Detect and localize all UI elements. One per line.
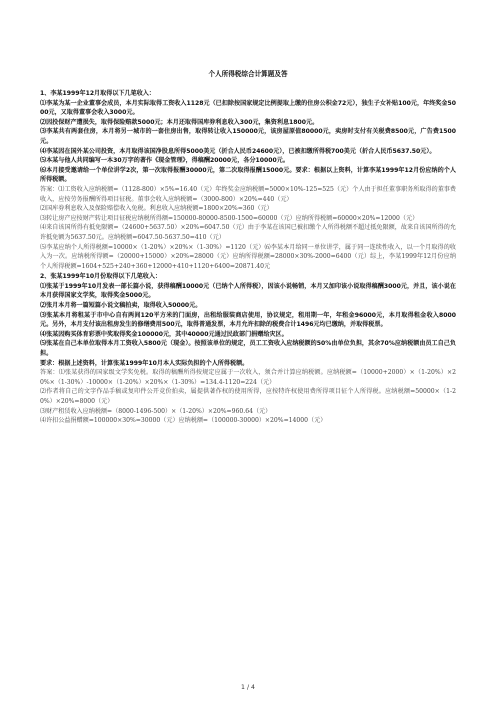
answer-paragraph: ⑷来自该国所得有抵免限额=（24600+5637.50）×20%=6047.50（元）由于李某在该国已被扣缴个人所得税额不超过抵免限额，故来自该国所得的允许抵免额为5637.50元。应纳税额=6047.50-5637.50=410（元） <box>40 224 456 241</box>
question-paragraph: ⑴张某于1999年10月发表一部长篇小说，获得稿酬10000元（已纳个人所得税），因该小说畅销，本月又加印该小说取得稿酬3000元，并且，该小说在本月获得国家文学奖，取得奖金5000元。 <box>40 282 456 300</box>
document-title: 个人所得税综合计算题及答 <box>208 70 288 78</box>
question-paragraph: ⑶李某共有两套住房，本月将另一城市的一套住房出售，取得转让收入150000元，该房屋原值80000元，卖房时支付有关税费8500元，广告费1500元。 <box>40 128 456 145</box>
question-paragraph: ⑵张月本月将一篇短篇小说文稿拍卖，取得收入50000元。 <box>40 302 202 310</box>
answer-paragraph: 答案：⑴工资收入应纳税额=（1128-800）×5%=16.40（元）年终奖金应纳税额=5000×10%-125=525（元）个人由于担任董事职务所取得的董事费收入，应按劳务报酬所得项目征税。董事会收入应纳税额=（3000-800）×20%=440（元） <box>40 185 456 203</box>
question-paragraph: 要求：根据上述资料，计算张某1999年10月本人实际负担的个人所得税额。 <box>40 359 249 367</box>
document-body <box>40 89 456 426</box>
question-paragraph: ⑸张某在自己本单位取得本月工资收入5800元（现金）。按照该单位的规定，员工工资收入应纳税额的50%由单位负担，其余70%应纳税额由员工自己负担。 <box>40 340 456 358</box>
answer-paragraph: ⑵国库券利息收入及保险赔偿收入免税。利息收入应纳税额=1800×20%=360（元） <box>40 205 273 213</box>
section-heading: 1、李某1999年12月取得以下几笔收入： <box>40 90 155 97</box>
question-paragraph: ⑶张某本月将租某于市中心自有两间120平方米的门面房，出租给服装商店使用，协议规定，租用期一年，年租金96000元，本月取得租金收入8000元。另外，本月支付该出租房发生的修缮费用500元，取得普通发票，本月允许扣除的税费合计1496元均已缴纳，并取得税票。 <box>40 311 456 329</box>
answer-paragraph: 答案：⑴张某获得的国家级文学奖免税。取得的稿酬所得按规定应属于一次收入，须合并计算应纳税额。应纳税额=（10000+2000）×（1-20%）×20%×（1-30%）-10000×（1-20%）×20%×（1-30%）=134.4-1120=224（元） <box>40 369 456 386</box>
answer-paragraph: ⑵作者将自己的文字作品手稿或复印件公开竞价拍卖，属提供著作权的使用所得，应按特许权使用费所得项目征个人所得税。应纳税额=50000×（1-20%）×20%=8000（元） <box>40 388 456 405</box>
answer-paragraph: ⑶转让房产应按财产转让项目征税应纳税所得额=150000-80000-8500-1500=60000（元）应纳所得税额=60000×20%=12000（元） <box>40 214 419 222</box>
question-paragraph: ⑸本某与他人共同编写一本30万字的著作《现金管理》，得稿酬20000元，各分10000元。 <box>40 157 289 165</box>
question-paragraph: ⑷李某因在国外某公司投资，本月取得该国净股息所得5000美元（折合人民币24600元），已被扣缴所得税700美元（折合人民币5637.50元）。 <box>40 147 436 155</box>
section-heading: 2、张某1999年10月份取得以下几笔收入： <box>40 273 162 281</box>
answer-paragraph: ⑷许扣公益捐赠额=100000×30%=30000（元）应纳税额=（100000-30000）×20%=14000（元） <box>40 417 327 425</box>
question-paragraph: ⑹本月接受邀请给一个单位讲学2次，第一次取得报酬30000元，第二次取得报酬15000元。要求：根据以上资料，计算李某1999年12月份应纳的个人所得税额。 <box>40 166 456 184</box>
question-paragraph: ⑵因投保财产遭损失，取得保险赔款5000元；本月还取得国库券利息收入300元，集资利息1800元。 <box>40 118 319 126</box>
page-indicator: 1 / 4 <box>241 684 255 691</box>
question-paragraph: ⑷张某因购买体育彩票中奖取得奖金100000元，其中40000元通过民政部门捐赠给灾区。 <box>40 330 288 338</box>
answer-paragraph: ⑸李某应纳个人所得税额=10000×（1-20%）×20%×（1-30%）=1120（元）⑹李某本月给同一单位讲学，属于同一连续性收入，以一个月取得的收入为一次。应纳税所得额=（20000+15000）×20%=28000（元）应纳所得税额=28000×30%-2000=6400（元）综上，李某1999年12月份应纳个人所得税额=1604+525+240+360+12000+410+1120+6400=20871.40元 <box>40 243 456 270</box>
answer-paragraph: ⑶财产租赁收入应纳税额=（8000-1496-500）×（1-20%）×20%=960.64（元） <box>40 407 272 415</box>
question-paragraph: ⑴李某为某一企业董事会成员，本月实际取得工资收入1128元（已扣除按国家规定比例提取上缴的住房公积金72元），独生子女补贴100元，年终奖金5000元，又取得董事会收入3000元。 <box>40 99 456 117</box>
